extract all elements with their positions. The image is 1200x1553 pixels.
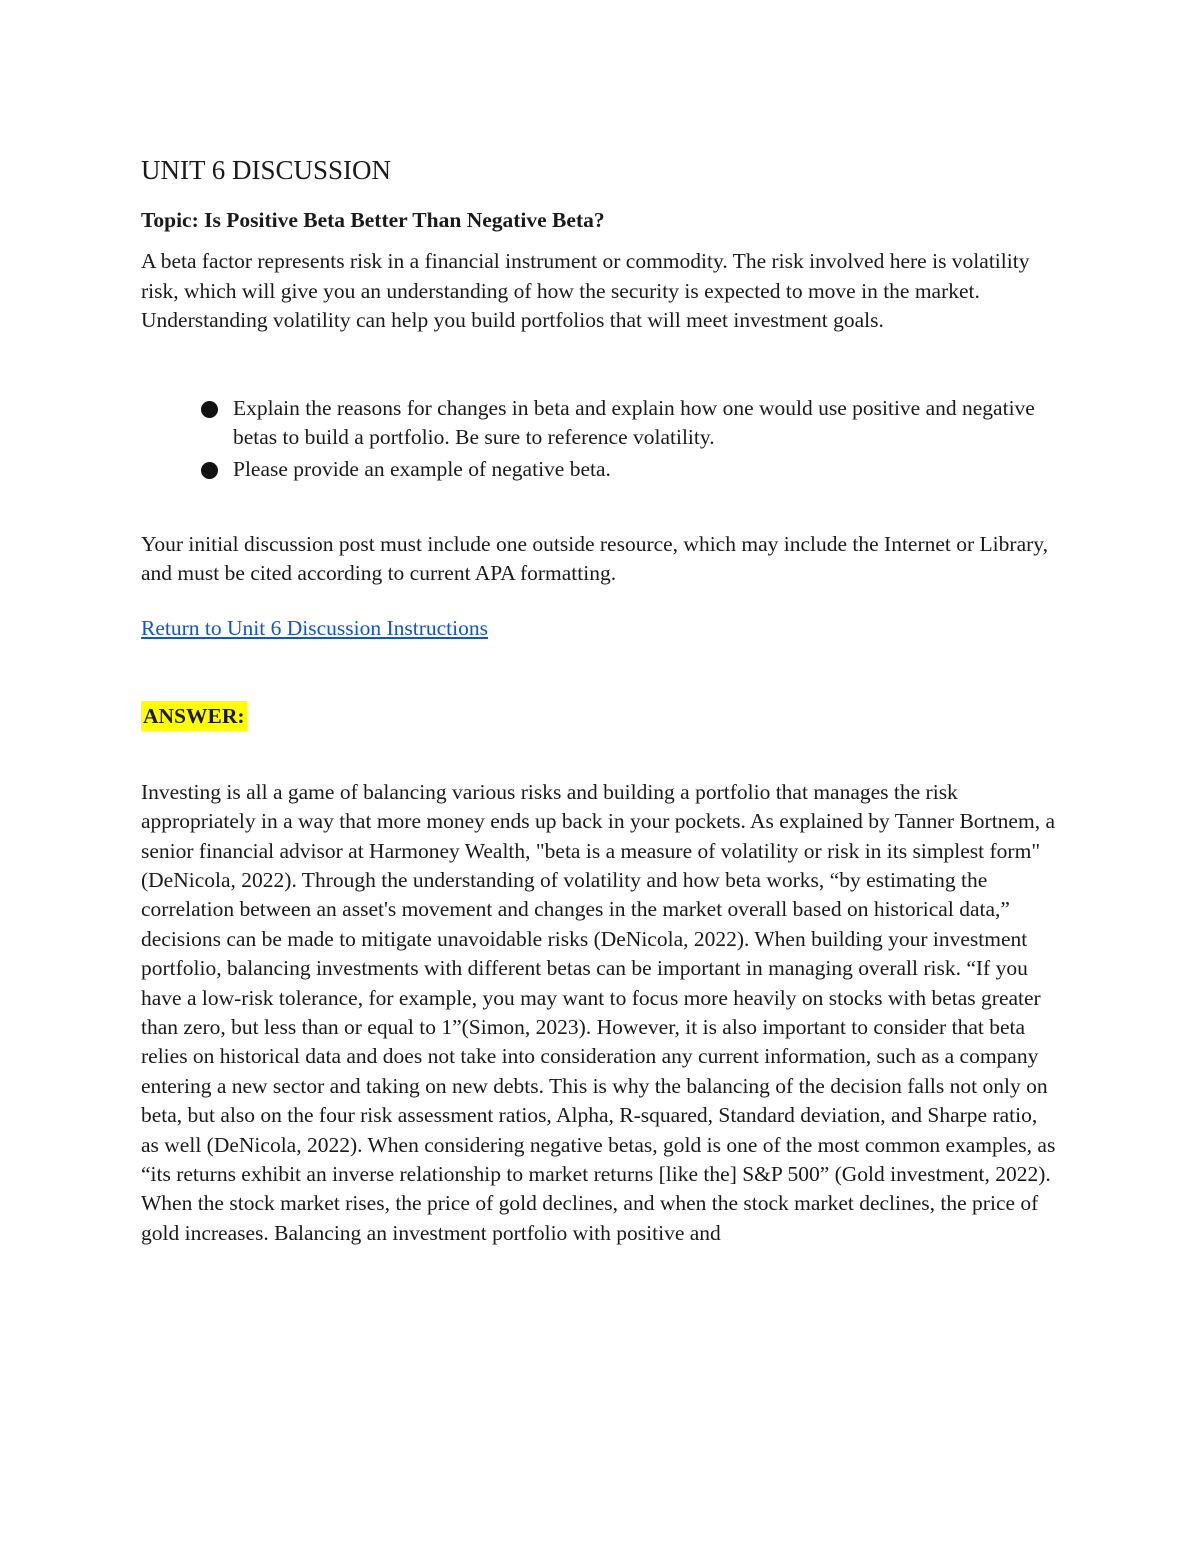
bullet-item [201,394,1061,453]
intro-paragraph: A beta factor represents risk in a financial instrument or commodity. The risk involved here is volatility risk, which will give you an understanding of how the security is expected to move in the market. Understanding volatility can help you build portfolios that will meet investment goals. [141,249,1030,333]
bullet-text: Explain the reasons for changes in beta and explain how one would use positive and negative betas to build a portfolio. Be sure to reference volatility. [233,395,1035,450]
answer-heading [141,701,1061,731]
document-title: UNIT 6 DISCUSSION [141,155,392,185]
bullet-dot-icon [201,462,218,479]
requirement-paragraph: Your initial discussion post must include one outside resource, which may include the Internet or Library, and must be cited according to current APA formatting. [141,531,1048,586]
answer-paragraph: Investing is all a game of balancing various risks and building a portfolio that manages the risk appropriately in a way that more money ends up back in your pockets. As explained by Tanner Bortnem, a senior financial advisor at Harmoney Wealth, "beta is a measure of volatility or risk in its simplest form" (DeNicola, 2022). Through the understanding of volatility and how beta works, “by estimating the correlation between an asset's movement and changes in the market overall based on historical data,” decisions can be made to mitigate unavoidable risks (DeNicola, 2022). When building your investment portfolio, balancing investments with different betas can be important in managing overall risk. “If you have a low-risk tolerance, for example, you may want to focus more heavily on stocks with betas greater than zero, but less than or equal to 1”(Simon, 2023). However, it is also important to consider that beta relies on historical data and does not take into consideration any current information, such as a company entering a new sector and taking on new debts. This is why the balancing of the decision falls not only on beta, but also on the four risk assessment ratios, Alpha, R-squared, Standard deviation, and Sharpe ratio, as well (DeNicola, 2022). When considering negative betas, gold is one of the most common examples, as “its returns exhibit an inverse relationship to market returns [like the] S&P 500” (Gold investment, 2022). When the stock market rises, the price of gold declines, and when the stock market declines, the price of gold increases. Balancing an investment portfolio with positive and [141,779,1056,1245]
bullet-text: Please provide an example of negative beta. [233,456,611,481]
return-to-instructions-link[interactable]: Return to Unit 6 Discussion Instructions [141,615,488,640]
document-content [141,150,1061,1248]
topic-heading: Topic: Is Positive Beta Better Than Negative Beta? [141,208,605,232]
bullet-item [201,455,1061,485]
bullet-dot-icon [201,401,218,418]
prompt-bullet-list [141,394,1061,485]
answer-label: ANSWER: [141,701,247,731]
